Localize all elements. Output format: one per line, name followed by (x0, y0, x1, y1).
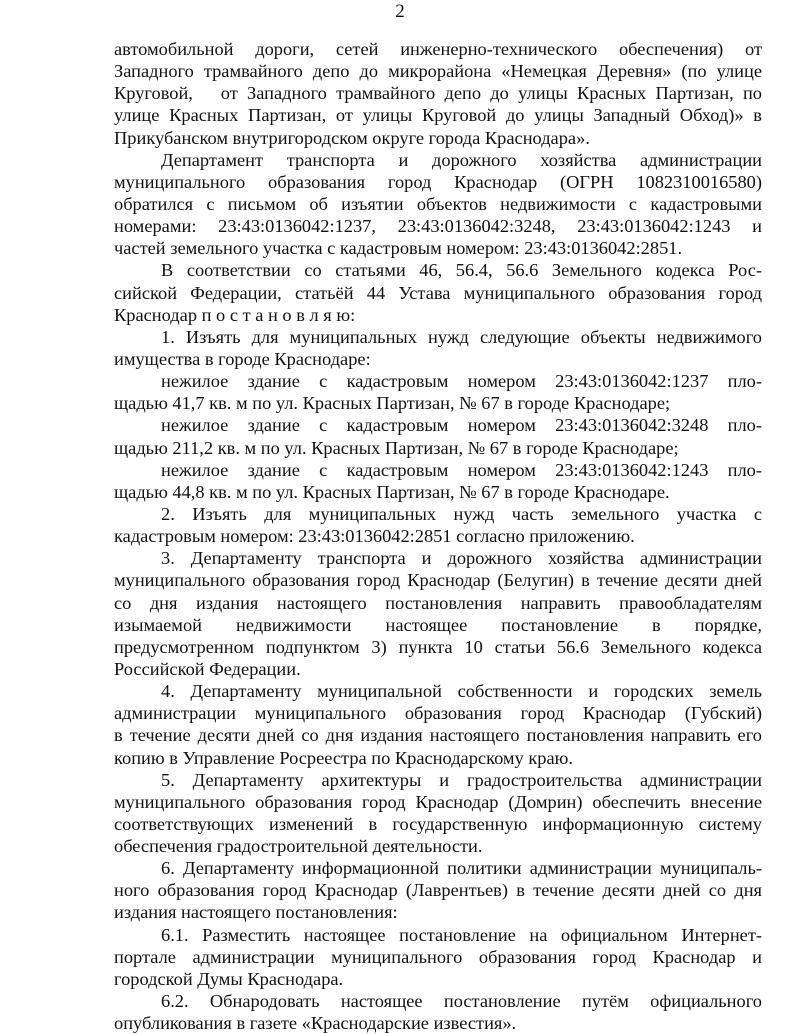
text-line: Круговой, от Западного трамвайного депо до улицы Красных Партизан, по (114, 83, 762, 104)
paragraph-building-3 (114, 459, 762, 503)
paragraph-intro-continuation (114, 38, 762, 149)
paragraph-legal-basis (114, 259, 762, 325)
text-line: 3. Департаменту транспорта и дорожного хозяйства администрации (161, 548, 762, 569)
text-line: Краснодар п о с т а н о в л я ю: (114, 304, 356, 325)
text-line: Западного трамвайного депо до микрорайона «Немецкая Деревня» (по улице (114, 61, 762, 82)
text-line: В соответствии со статьями 46, 56.4, 56.6 Земельного кодекса Рос- (161, 260, 762, 281)
text-line: копию в Управление Росреестра по Краснодарскому краю. (114, 747, 573, 768)
text-line: Российской Федерации. (114, 658, 301, 679)
text-line: 6. Департаменту информационной политики администрации муниципаль- (161, 858, 762, 879)
text-line: Департамент транспорта и дорожного хозяйства администрации (161, 149, 762, 170)
paragraph-item-5 (114, 769, 762, 858)
paragraph-item-6-1 (114, 924, 762, 990)
text-line: имущества в городе Краснодаре: (114, 348, 371, 369)
text-line: 2. Изъять для муниципальных нужд часть земельного участка с (161, 503, 762, 524)
text-line: городской Думы Краснодара. (114, 968, 344, 989)
text-line: в течение десяти дней со дня издания настоящего постановления направить его (114, 725, 762, 746)
text-line: обеспечения градостроительной деятельности. (114, 836, 483, 857)
text-line: 6.2. Обнародовать настоящее постановление путём официального (161, 991, 762, 1012)
text-line: обратился с письмом об изъятии объектов недвижимости с кадастровыми (114, 193, 762, 214)
text-line: муниципального образования город Краснодар (Домрин) обеспечить внесение (114, 791, 762, 812)
paragraph-item-3 (114, 547, 762, 680)
text-line: 6.1. Разместить настоящее постановление на официальном Интернет- (161, 924, 762, 945)
paragraph-building-2 (114, 414, 762, 458)
text-line: щадью 211,2 кв. м по ул. Красных Партизан, № 67 в городе Краснодаре; (114, 437, 679, 458)
text-line: частей земельного участка с кадастровым номером: 23:43:0136042:2851. (114, 238, 683, 259)
paragraph-item-1 (114, 326, 762, 370)
text-line: сийской Федерации, статьёй 44 Устава муниципального образования город (114, 282, 762, 303)
paragraph-building-1 (114, 370, 762, 414)
text-line: муниципального образования город Краснодар (ОГРН 1082310016580) (114, 171, 762, 192)
text-line: опубликования в газете «Краснодарские известия». (114, 1013, 517, 1034)
page-number: 2 (395, 1, 405, 22)
text-line: нежилое здание с кадастровым номером 23:43:0136042:3248 пло- (161, 415, 762, 436)
text-line: 5. Департаменту архитектуры и градостроительства администрации (161, 769, 762, 790)
text-line: предусмотренном подпунктом 3) пункта 10 статьи 56.6 Земельного кодекса (114, 636, 762, 657)
paragraph-item-6 (114, 857, 762, 923)
text-line: улице Красных Партизан, от улицы Круговой до улицы Западный Обход)» в (114, 105, 762, 126)
text-line: автомобильной дороги, сетей инженерно-технического обеспечения) от (114, 39, 762, 59)
text-line: нежилое здание с кадастровым номером 23:43:0136042:1237 пло- (161, 371, 762, 392)
text-line: со дня издания настоящего постановления направить правообладателям (114, 592, 762, 613)
text-line: кадастровым номером: 23:43:0136042:2851 согласно приложению. (114, 526, 635, 547)
text-line: издания настоящего постановления: (114, 902, 398, 923)
text-line: нежилое здание с кадастровым номером 23:43:0136042:1243 пло- (161, 459, 762, 480)
text-line: изымаемой недвижимости настоящее постановление в порядке, (114, 614, 762, 635)
paragraph-item-4 (114, 680, 762, 769)
text-line: портале администрации муниципального образования город Краснодар и (114, 946, 762, 967)
document-body (114, 38, 762, 1034)
paragraph-item-2 (114, 503, 762, 547)
paragraph-department-request (114, 149, 762, 260)
text-line: 4. Департаменту муниципальной собственности и городских земель (161, 681, 762, 702)
text-line: ного образования город Краснодар (Лаврентьев) в течение десяти дней со дня (114, 880, 762, 901)
paragraph-item-6-2 (114, 990, 762, 1034)
text-line: номерами: 23:43:0136042:1237, 23:43:0136042:3248, 23:43:0136042:1243 и (114, 216, 762, 237)
text-line: щадью 41,7 кв. м по ул. Красных Партизан, № 67 в городе Краснодаре; (114, 393, 671, 414)
text-line: Прикубанском внутригородском округе города Краснодара». (114, 127, 590, 148)
text-line: администрации муниципального образования город Краснодар (Губский) (114, 703, 762, 724)
text-line: 1. Изъять для муниципальных нужд следующие объекты недвижимого (161, 326, 762, 347)
text-line: щадью 44,8 кв. м по ул. Красных Партизан, № 67 в городе Краснодаре. (114, 481, 670, 502)
text-line: муниципального образования город Краснодар (Белугин) в течение десяти дней (114, 570, 762, 591)
text-line: соответствующих изменений в государственную информационную систему (114, 813, 762, 834)
